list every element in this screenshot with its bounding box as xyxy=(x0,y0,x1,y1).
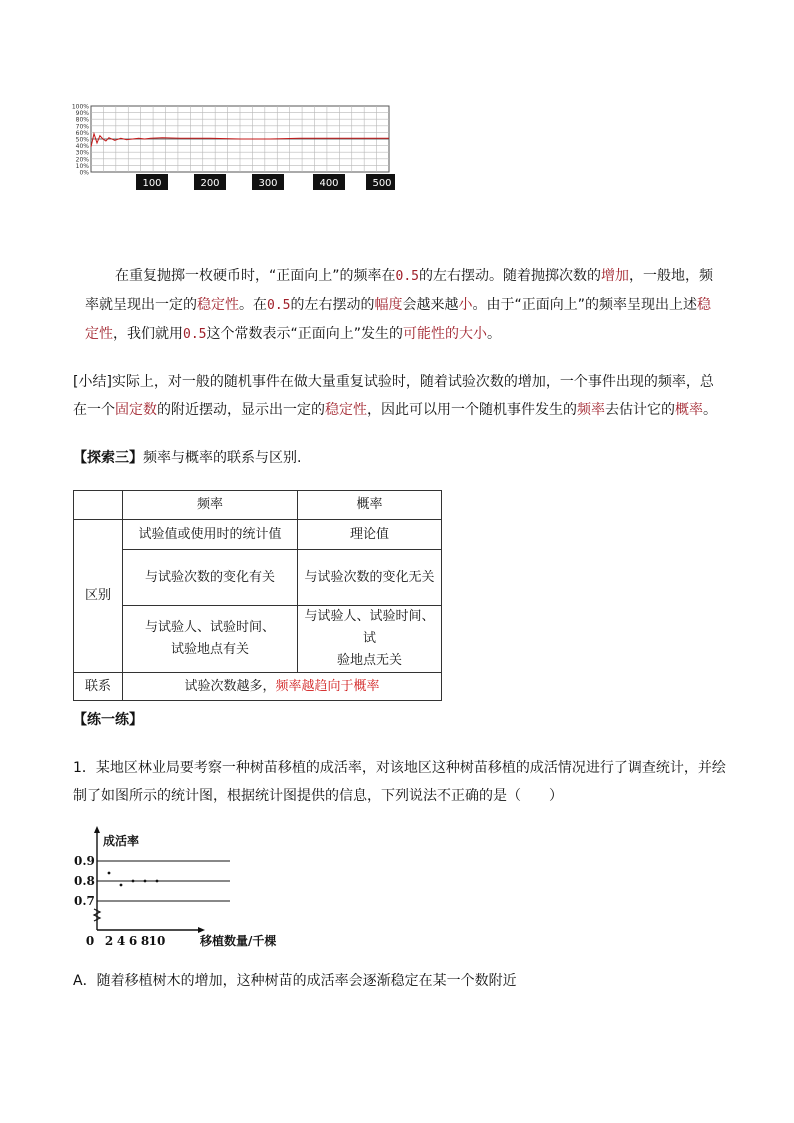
y-tick-label: 20% xyxy=(75,156,89,164)
header-frequency: 频率 xyxy=(123,491,298,520)
x-tick-label: 2 xyxy=(104,934,114,948)
y-tick-label: 0% xyxy=(79,169,89,177)
x-tick-label: 6 xyxy=(128,934,138,948)
frequency-probability-table xyxy=(73,490,442,701)
x-tick-label: 0 xyxy=(85,934,95,948)
y-axis-arrow xyxy=(94,826,100,833)
y-tick-label: 90% xyxy=(75,110,89,118)
svg-text:400: 400 xyxy=(319,178,339,189)
table-cell: 与试验次数的变化有关 xyxy=(123,550,298,606)
y-tick-label: 0.9 xyxy=(74,854,95,868)
row-label-difference: 区别 xyxy=(74,520,123,673)
y-tick-label: 0.8 xyxy=(74,874,95,888)
summary-paragraph: [小结]实际上，对一般的随机事件在做大量重复试验时，随着试验次数的增加，一个事件出现的频率，总 在一个固定数的附近摆动，显示出一定的稳定性，因此可以用一个随机事件发生的频率去估计它的概率。 xyxy=(73,374,717,418)
table-cell: 试验次数越多，频率越趋向于概率 xyxy=(123,673,442,701)
data-point xyxy=(108,872,111,875)
x-axis-arrow xyxy=(198,927,205,933)
table-cell: 与试验人、试验时间、 试验地点有关 xyxy=(123,606,298,673)
coin-paragraph: 在重复抛掷一枚硬币时，“正面向上”的频率在0.5的左右摆动。随着抛掷次数的增加，一般地，频 率就呈现出一定的稳定性。在0.5的左右摆动的幅度会越来越小。由于“正面向上”的频率呈现出上述稳 定性，我们就用0.5这个常数表示“正面向上”发生的可能性的大小。 xyxy=(85,268,713,342)
table-cell: 与试验人、试验时间、试 验地点无关 xyxy=(298,606,442,673)
table-cell: 与试验次数的变化无关 xyxy=(298,550,442,606)
table-cell: 试验值或使用时的统计值 xyxy=(123,520,298,550)
y-tick-label: 40% xyxy=(75,143,89,151)
x-tick-label: 8 xyxy=(140,934,150,948)
data-point xyxy=(144,880,147,883)
y-tick-label: 30% xyxy=(75,149,89,157)
y-tick-label: 70% xyxy=(75,123,89,131)
svg-text:100: 100 xyxy=(142,178,162,189)
survival-rate-chart xyxy=(70,825,330,950)
x-axis-label: 移植数量/千棵 xyxy=(200,934,277,948)
x-tick-label xyxy=(194,174,226,190)
x-tick-label: 10 xyxy=(148,934,166,948)
x-tick-label xyxy=(366,174,395,190)
option-a: A．随着移植树木的增加，这种树苗的成活率会逐渐稳定在某一个数附近 xyxy=(73,973,517,989)
y-tick-label: 80% xyxy=(75,116,89,124)
x-tick-label xyxy=(313,174,345,190)
y-tick-label: 50% xyxy=(75,136,89,144)
question-1: 1．某地区林业局要考察一种树苗移植的成活率，对该地区这种树苗移植的成活情况进行了调查统计，并绘 制了如图所示的统计图，根据统计图提供的信息，下列说法不正确的是（ ） xyxy=(73,760,726,804)
data-point xyxy=(156,880,159,883)
practice-heading: 【练一练】 xyxy=(73,712,143,728)
coin-frequency-chart xyxy=(70,103,395,195)
y-tick-label: 0.7 xyxy=(74,894,95,908)
svg-text:200: 200 xyxy=(200,178,220,189)
explore-heading: 【探索三】频率与概率的联系与区别. xyxy=(73,450,302,466)
data-point xyxy=(132,880,135,883)
table-cell: 理论值 xyxy=(298,520,442,550)
x-tick-label xyxy=(136,174,168,190)
table-corner xyxy=(74,491,123,520)
y-tick-label: 100% xyxy=(71,103,89,111)
chart-title: 成活率 xyxy=(103,834,140,848)
svg-text:500: 500 xyxy=(372,178,392,189)
row-label-link: 联系 xyxy=(74,673,123,701)
y-tick-label: 10% xyxy=(75,162,89,170)
x-tick-label xyxy=(252,174,284,190)
svg-text:300: 300 xyxy=(258,178,278,189)
y-tick-label: 60% xyxy=(75,129,89,137)
header-probability: 概率 xyxy=(298,491,442,520)
x-tick-label: 4 xyxy=(116,934,126,948)
data-point xyxy=(120,884,123,887)
